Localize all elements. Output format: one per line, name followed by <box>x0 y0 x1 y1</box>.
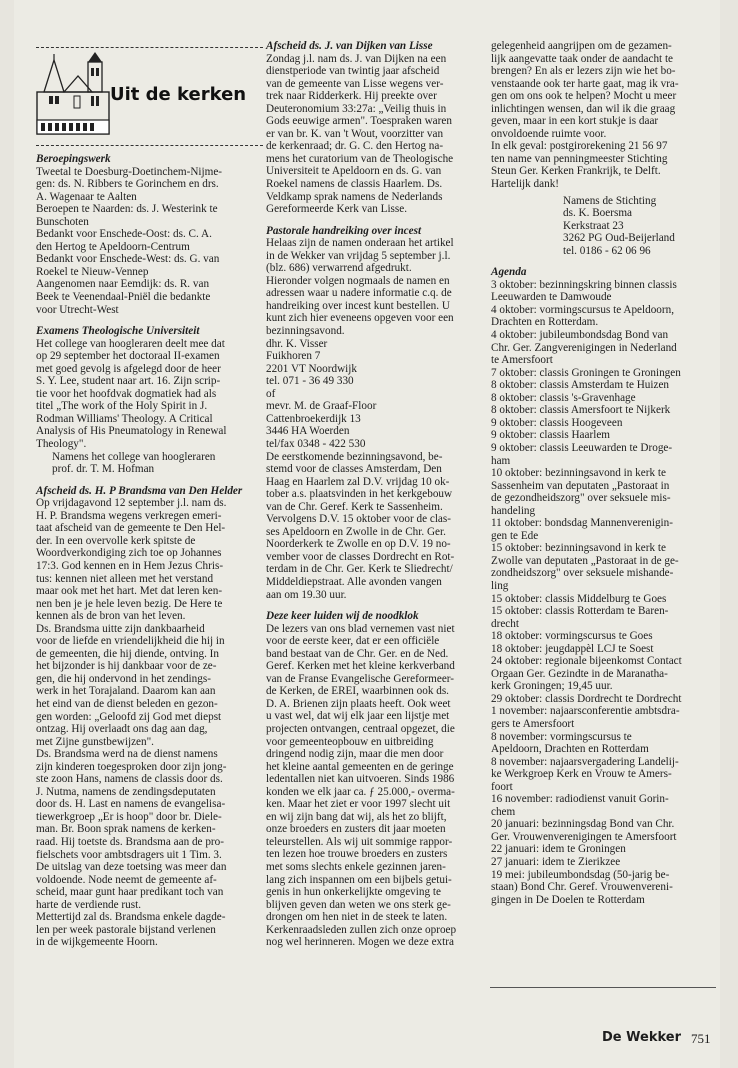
text-line: titel „The work of the Holy Spirit in J. <box>36 400 208 413</box>
text-line: de kerkenraad; dr. G. C. den Hertog na- <box>266 140 444 153</box>
text-line: lijk aangevatte taak onder de aandacht te <box>491 52 674 65</box>
text-line: 4 oktober: jubileumbondsdag Bond van <box>491 329 669 342</box>
text-line: 8 november: najaarsvergadering Landelij- <box>491 755 679 768</box>
signature-line: tel. 0186 - 62 06 96 <box>563 244 651 257</box>
text-line: Zondag j.l. nam ds. J. van Dijken na een <box>266 52 447 65</box>
text-line: 22 januari: idem te Groningen <box>491 843 626 856</box>
text-line: H. P. Brandsma wegens verkregen emeri- <box>36 509 222 522</box>
text-line: Haag en Haarlem zal D.V. vrijdag 10 ok- <box>266 475 450 488</box>
text-line: 8 november: vormingscursus te <box>491 730 632 743</box>
signature-line: ds. K. Boersma <box>563 207 632 220</box>
text-line: Kerkenraadsleden zullen zich onze oproep <box>266 923 457 936</box>
text-line: de Kerken, de EREI, waarbinnen ook ds. <box>266 685 449 698</box>
text-line: voor de liefde en vriendelijkheid die hij in <box>36 635 225 648</box>
text-line: 4 oktober: vormingscursus te Apeldoorn, <box>491 303 675 316</box>
text-line: kennen als de bron van het leven. <box>36 610 186 623</box>
text-line: kunt zich hier eveneens opgeven voor een <box>266 312 454 325</box>
text-line: tel. 071 - 36 49 330 <box>266 375 354 388</box>
text-line: van de Chr. Geref. Kerk te Sassenheim. <box>266 500 443 513</box>
text-line: werk in het Torajaland. Daarom kan aan <box>36 685 216 698</box>
text-line: Universiteit te Apeldoorn en ds. G. van <box>266 165 442 178</box>
text-line: A. Wagenaar te Aalten <box>36 190 137 203</box>
text-line: zijn kinderen toegesproken door zijn jong- <box>36 760 227 773</box>
text-line: op 29 september het doctoraal II-examen <box>36 350 220 363</box>
article-heading: Afscheid ds. J. van Dijken van Lisse <box>266 40 433 52</box>
text-line: Aangenomen naar Eemdijk: ds. R. van <box>36 278 210 291</box>
text-line: scheid, maar gunt haar predikant toch van <box>36 886 224 899</box>
text-line: Roekel namens de classis Haarlem. Ds. <box>266 178 443 191</box>
text-line: 10 oktober: bezinningsavond in kerk te <box>491 467 666 480</box>
text-line: brengen? En als er lezers zijn wie het bo- <box>491 65 676 78</box>
article-afscheid-van-dijken <box>266 40 488 216</box>
text-line: Ds. Brandsma werd na de dienst namens <box>36 748 218 761</box>
text-line: tel/fax 0348 - 422 530 <box>266 437 366 450</box>
text-line: Roekel te Nieuw-Vennep <box>36 265 149 278</box>
text-line: Tweetal te Doesburg-Doetinchem-Nijme- <box>36 165 223 178</box>
text-line: De lezers van ons blad vernemen vast niet <box>266 622 455 635</box>
page-number: 751 <box>691 1031 711 1046</box>
text-line: Bedankt voor Enschede-Oost: ds. C. A. <box>36 228 212 241</box>
signature-line: 3262 PG Oud-Beijerland <box>563 232 675 245</box>
text-line: projecten ontvangen, centraal opgezet, die <box>266 722 455 735</box>
text-line: 15 oktober: classis Rotterdam te Baren- <box>491 605 669 618</box>
text-line: raad. Hij toetste ds. Brandsma aan de pro- <box>36 835 224 848</box>
text-line: voor Utrecht-West <box>36 303 119 316</box>
article-noodklok <box>266 610 488 949</box>
text-line: Mettertijd zal ds. Brandsma enkele dagde- <box>36 911 226 924</box>
text-line: door ds. H. Last en namens de evangelisa- <box>36 798 226 811</box>
magazine-page <box>14 0 720 1068</box>
text-line: teleurstellen. Als wij uit sommige rappor- <box>266 835 453 848</box>
text-line: gen, die hij ondervond in het zendings- <box>36 672 211 685</box>
text-line: Zwolle van deputaten „Pastoraat in de ge- <box>491 554 679 567</box>
text-line: ontzag. Hij overlaadt ons dag aan dag, <box>36 723 208 736</box>
text-line: ten name van penningmeester Stichting <box>491 152 668 165</box>
text-line: Bunschoten <box>36 215 89 228</box>
text-line: gen om ons ook te helpen? Mocht u meer <box>491 90 677 103</box>
text-line: (blz. 686) verwarrend afgedrukt. <box>266 262 412 275</box>
text-line: Orgaan Ger. Gezindte in de Maranatha- <box>491 667 668 680</box>
text-line: tie voor het hoofdvak dogmatiek had als <box>36 387 217 400</box>
article-pastorale-handreiking <box>266 225 488 601</box>
text-line: onze broeders en zusters dit jaar moeten <box>266 823 446 836</box>
article-beroepingswerk <box>36 153 263 316</box>
text-line: onvoldoende ruimte voor. <box>491 127 607 140</box>
text-line: adressen waar u nadere informatie c.q. de <box>266 287 452 300</box>
text-line: D. A. Brienen zijn plaats heeft. Ook weet <box>266 697 451 710</box>
text-line: 2201 VT Noordwijk <box>266 362 357 375</box>
text-line: taat afscheid van de gemeente te Den Hel- <box>36 522 226 535</box>
text-line: terdam in de Chr. Ger. Kerk te Sliedrecht/ <box>266 563 453 576</box>
text-line: handreiking over incest kunt bestellen. U <box>266 299 450 312</box>
text-line: zondheidszorg" over seksuele mishande- <box>491 567 674 580</box>
text-line: ledentallen niet kan uitvoeren. Sinds 1986 <box>266 773 455 786</box>
text-line: ham <box>491 454 511 467</box>
text-line: Op vrijdagavond 12 september j.l. nam ds. <box>36 497 227 510</box>
text-line: gen te Ede <box>491 529 539 542</box>
text-line: Noorderkerk te Zwolle en op D.V. 19 no- <box>266 538 451 551</box>
text-line: met soms slechts enkele gezinnen jaren- <box>266 861 446 873</box>
text-line: ling <box>491 579 509 592</box>
text-line: voor de eerste keer, dat er een officiële <box>266 635 440 648</box>
text-line: De eerstkomende bezinningsavond, be- <box>266 450 443 463</box>
text-line: gen: ds. N. Ribbers te Gorinchem en drs. <box>36 178 219 191</box>
text-line: 9 oktober: classis Hoogeveen <box>491 416 623 429</box>
text-line: Beek te Veenendaal-Pniël die bedankte <box>36 291 211 304</box>
text-line: Helaas zijn de namen onderaan het artikel <box>266 237 454 250</box>
text-line: konden we elk jaar ca. ƒ 25.000,- overma- <box>266 785 455 798</box>
text-line: 3446 HA Woerden <box>266 425 350 438</box>
text-line: drecht <box>491 617 519 630</box>
text-line: J. Nutma, namens de zendingsdeputaten <box>36 785 216 798</box>
text-line: Woordverkondiging zich toe op Johannes <box>36 547 222 560</box>
text-line: inlichtingen wensen, dan wil ik die graag <box>491 102 676 115</box>
text-line: Leeuwarden te Damwoude <box>491 291 612 304</box>
column-end-rule <box>490 987 716 988</box>
text-line: 24 oktober: regionale bijeenkomst Contact <box>491 655 682 668</box>
text-line: Apeldoorn, Drachten en Rotterdam <box>491 743 649 756</box>
text-line: mens het curatorium van de Theologische <box>266 152 454 165</box>
text-line: Deuteronomium 33:27a: „Veilig thuis in <box>266 102 447 115</box>
text-line: 19 mei: jubileumbondsdag (50-jarig be- <box>491 868 670 881</box>
text-line: voor gemeenteopbouw en uitbreiding <box>266 735 434 748</box>
text-line: u vast wel, dat wij elk jaar een lijstje met <box>266 710 450 723</box>
text-line: Ger. Vrouwenverenigingen te Amersfoort <box>491 830 677 843</box>
article-heading: Afscheid ds. H. P Brandsma van Den Helder <box>36 484 243 497</box>
text-line: ke Werkgroep Kerk en Vrouw te Amers- <box>491 768 672 781</box>
text-line: in de Wekker van vrijdag 5 september j.l. <box>266 249 451 262</box>
text-line: voldoende. Node neemt de gemeente af- <box>36 873 217 886</box>
text-line: bezinningsavond. <box>266 325 345 338</box>
column-middle <box>266 40 488 949</box>
text-line: Steun Ger. Kerken Frankrijk, te Delft. <box>491 165 661 178</box>
text-line: gelegenheid aangrijpen om de gezamen- <box>491 40 672 52</box>
text-line: dhr. K. Visser <box>266 337 328 350</box>
article-noodklok-continued <box>491 40 713 257</box>
text-line: geven, maar in een kort stukje is daar <box>491 115 659 128</box>
article-afscheid-brandsma <box>36 485 263 949</box>
text-line: Gereformeerde Kerk van Lisse. <box>266 203 408 216</box>
text-line: maar ook met het hart. Met dat leren ken- <box>36 585 223 598</box>
text-line: Chr. Ger. Zangverenigingen in Nederland <box>491 341 677 354</box>
text-line: Hieronder volgen nogmaals de namen en <box>266 274 450 287</box>
text-line: 11 oktober: bondsdag Mannenverenigin- <box>491 517 673 530</box>
article-heading: Examens Theologische Universiteit <box>36 325 200 338</box>
text-line: len per week pastorale bijstand verlenen <box>36 923 216 936</box>
text-line: tober a.s. plaatsvinden in het kerkgebouw <box>266 488 453 501</box>
text-line: de gemeenten, die hij diende, ontving. In <box>36 647 219 660</box>
text-line: van de Franse Evangelische Gereformeer- <box>266 672 455 685</box>
text-line: 3 oktober: bezinningskring binnen classis <box>491 278 677 291</box>
text-line: er van br. K. van 't Wout, voorzitter van <box>266 127 444 140</box>
publication-name: De Wekker <box>602 1030 681 1045</box>
text-line: In elk geval: postgirorekening 21 56 97 <box>491 140 668 153</box>
text-line: mevr. M. de Graaf-Floor <box>266 400 377 413</box>
text-line: staan) Bond Chr. Geref. Vrouwenvereni- <box>491 881 673 894</box>
text-line: van de gemeente van Lisse wegens ver- <box>266 77 444 90</box>
text-line: dienstperiode van twintig jaar afscheid <box>266 65 440 78</box>
text-line: trek naar Ridderkerk. Hij preekte over <box>266 90 437 103</box>
text-line: Beroepen te Naarden: ds. J. Westerink te <box>36 203 218 216</box>
signature-line: Kerkstraat 23 <box>563 219 624 232</box>
text-line: 8 oktober: classis Amsterdam te Huizen <box>491 379 670 392</box>
text-line: 1 november: najaarsconferentie ambtsdra- <box>491 705 680 718</box>
text-line: ken. Maar het ziet er voor 1997 slecht uit <box>266 798 451 811</box>
text-line: Analysis of His Pneumatology in Renewal <box>36 425 227 438</box>
text-line: venstaande ook ter harte gaat, mag ik vra- <box>491 77 679 90</box>
text-line: Drachten en Rotterdam. <box>491 316 599 329</box>
text-line: harte de verdiende rust. <box>36 898 141 911</box>
column-right <box>491 40 713 906</box>
text-line: lang zich inspannen om een bijbels getui- <box>266 873 452 886</box>
text-line: Sassenheim van deputaten „Pastoraat in <box>491 479 670 492</box>
article-examens <box>36 325 263 476</box>
text-line: drongen om hen niet in de steek te laten. <box>266 911 448 924</box>
text-line: nog wel herinneren. Mogen we deze extra <box>266 936 454 949</box>
text-line: Theology". <box>36 438 87 451</box>
text-line: Gods eeuwige armen". Toespraken waren <box>266 115 452 128</box>
text-line: 29 oktober: classis Dordrecht te Dordrecht <box>491 692 682 705</box>
article-heading: Pastorale handreiking over incest <box>266 224 422 237</box>
article-agenda <box>491 266 713 906</box>
text-line: te Amersfoort <box>491 354 553 367</box>
text-line: Hartelijk dank! <box>491 178 560 191</box>
text-line: dringend nodig zijn, maar die men door <box>266 748 444 761</box>
text-line: Rodman Williams' Theology. A Critical <box>36 412 213 425</box>
text-line: Fuikhoren 7 <box>266 350 321 363</box>
text-line: 9 oktober: classis Haarlem <box>491 429 610 442</box>
text-line: of <box>266 387 276 400</box>
text-line: Ds. Brandsma uitte zijn dankbaarheid <box>36 622 205 635</box>
article-heading: Deze keer luiden wij de noodklok <box>266 610 419 623</box>
text-line: ses Apeldoorn en Zwolle in de Chr. Ger. <box>266 525 446 538</box>
text-line: band bestaat van de Chr. Ger. en de Ned. <box>266 647 449 660</box>
text-line: 7 oktober: classis Groningen te Groningen <box>491 366 681 379</box>
text-line: kerk Groningen; 19,45 uur. <box>491 680 613 693</box>
signature-line: Namens de Stichting <box>563 194 657 207</box>
text-line: het kleine aantal gemeenten en de geringe <box>266 760 454 773</box>
text-line: der. In een overvolle kerk spitste de <box>36 534 196 547</box>
text-line: 8 oktober: classis Amersfoort te Nijkerk <box>491 404 671 417</box>
text-line: het eind van de dienst beleden en gezon- <box>36 697 218 710</box>
text-line: De uitslag van deze toetsing was meer dan <box>36 861 227 874</box>
text-line: 18 oktober: vormingscursus te Goes <box>491 630 653 643</box>
text-line: Bedankt voor Enschede-West: ds. G. van <box>36 253 220 266</box>
text-line: en wij zijn bang dat wij, als het zo blijft, <box>266 810 447 823</box>
text-line: 27 januari: idem te Zierikzee <box>491 856 621 868</box>
text-line: gers te Amersfoort <box>491 717 575 730</box>
text-line: 9 oktober: classis Leeuwarden te Droge- <box>491 441 673 454</box>
text-line: vember voor de classes Dordrecht en Rot- <box>266 550 455 563</box>
text-line: S. Y. Lee, student naar art. 16. Zijn scrip- <box>36 375 221 388</box>
text-line: in de wijkgemeente Hoorn. <box>36 936 158 949</box>
text-line: ste zoon Hans, namens de classis door ds. <box>36 773 223 786</box>
text-line: Cattenbroekerdijk 13 <box>266 412 361 425</box>
article-heading: Beroepingswerk <box>36 153 111 165</box>
column-left <box>36 153 263 949</box>
text-line: Geref. Kerken met het kleine kerkverband <box>266 660 455 673</box>
text-line: gen worden: „Geloofd zij God met diepst <box>36 710 222 723</box>
text-line: genis in hun onkerkelijkte omgeving te <box>266 886 441 899</box>
article-heading: Agenda <box>491 266 527 279</box>
text-line: chem <box>491 805 516 818</box>
text-line: nen ben je je hele leven bezig. De Here te <box>36 597 223 610</box>
text-line: Vervolgens D.V. 15 oktober voor de clas- <box>266 513 451 526</box>
text-line: 15 oktober: bezinningsavond in kerk te <box>491 542 666 555</box>
text-line: met goed gevolg is afgelegd door de heer <box>36 362 221 375</box>
section-logo <box>36 52 263 136</box>
text-line: aan om 19.30 uur. <box>266 588 347 601</box>
text-line: blijven geven dan weten we ons sterk ge- <box>266 898 451 911</box>
text-line: tiewerkgroep „Er is hoop" door br. Diele- <box>36 810 222 823</box>
header-top-rule <box>36 47 263 48</box>
text-line: den Hertog te Apeldoorn-Centrum <box>36 240 190 253</box>
text-line: Veldkamp sprak namens de Nederlands <box>266 190 443 203</box>
text-line: 17:3. God kennen en in Hem Jezus Chris- <box>36 559 224 572</box>
text-line: stemd voor de classes Amsterdam, Den <box>266 463 442 476</box>
text-line: man. Br. Boon sprak namens de kerken- <box>36 823 216 836</box>
text-line: Het college van hoogleraren deelt mee dat <box>36 337 225 350</box>
section-title: Uit de kerken <box>110 84 247 105</box>
text-line: 15 oktober: classis Middelburg te Goes <box>491 592 667 605</box>
signature-line: Namens het college van hoogleraren <box>52 450 216 463</box>
text-line: Middeldiepstraat. Alle avonden vangen <box>266 575 442 588</box>
text-line: tus: kennen niet alleen met het verstand <box>36 572 214 585</box>
text-line: ten lezen hoe trouwe broeders en zusters <box>266 848 448 861</box>
text-line: 20 januari: bezinningsdag Bond van Chr. <box>491 818 675 831</box>
signature-line: prof. dr. T. M. Hofman <box>52 463 155 476</box>
text-line: 18 oktober: jeugdappèl LCJ te Soest <box>491 642 654 655</box>
text-line: de gezondheidszorg" over seksuele mis- <box>491 492 671 505</box>
text-line: handeling <box>491 504 536 517</box>
text-line: fielschets voor ambtsdragers uit 1 Tim. 3. <box>36 848 222 861</box>
text-line: 16 november: radiodienst vanuit Gorin- <box>491 793 669 806</box>
text-line: met Zijne gunstbewijzen". <box>36 735 154 748</box>
text-line: gingen in De Doelen te Rotterdam <box>491 893 645 906</box>
text-line: 8 oktober: classis 's-Gravenhage <box>491 391 636 404</box>
text-line: foort <box>491 780 513 793</box>
text-line: het bijzonder is hij dankbaar voor de ze- <box>36 660 217 673</box>
header-bottom-rule <box>36 145 263 146</box>
